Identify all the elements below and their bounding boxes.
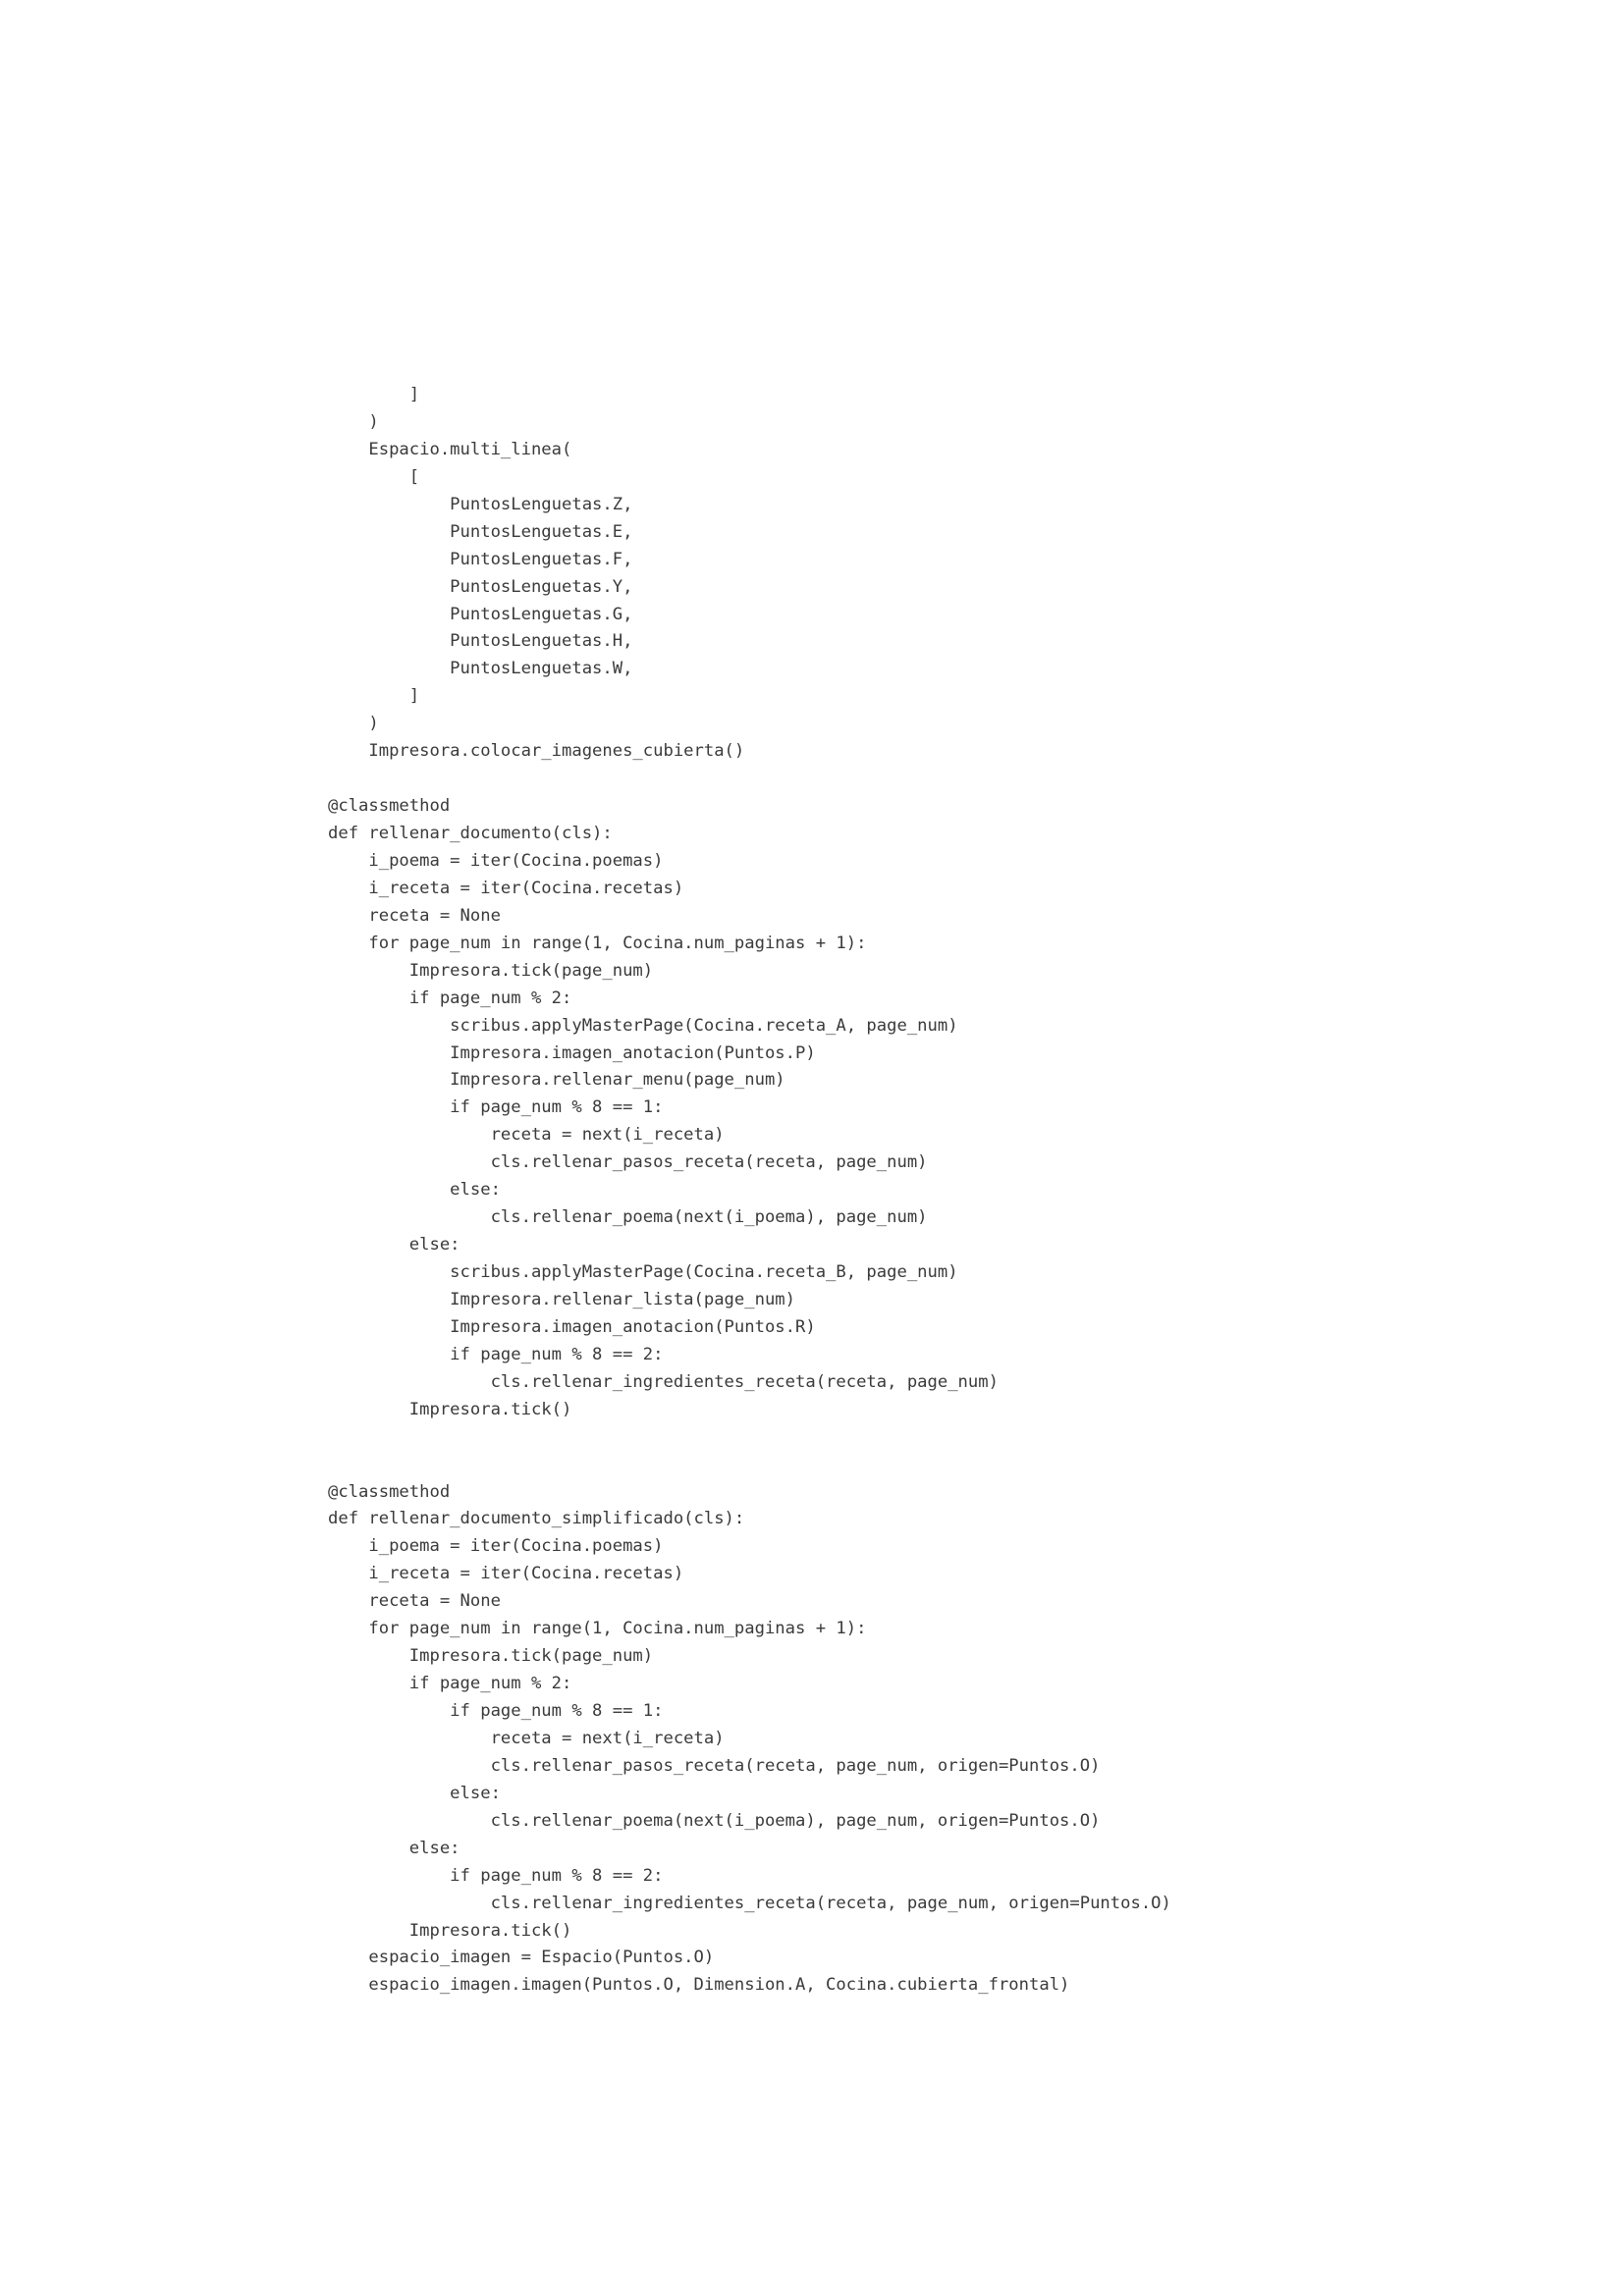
code-line: i_receta = iter(Cocina.recetas) [328, 1564, 684, 1584]
code-line: i_poema = iter(Cocina.poemas) [328, 1536, 664, 1557]
code-line [328, 1424, 1171, 1452]
code-line: cls.rellenar_pasos_receta(receta, page_num, origen=Puntos.O) [328, 1755, 1101, 1776]
code-line: for page_num in range(1, Cocina.num_paginas + 1): [328, 933, 867, 953]
code-line: Impresora.tick(page_num) [328, 1646, 654, 1667]
code-line: for page_num in range(1, Cocina.num_paginas + 1): [328, 1619, 867, 1639]
code-line: else: [328, 1235, 460, 1255]
code-line: cls.rellenar_pasos_receta(receta, page_num) [328, 1152, 928, 1173]
code-line: ) [328, 411, 379, 432]
code-line: PuntosLenguetas.W, [328, 659, 633, 679]
code-block [328, 382, 1171, 2000]
code-line [328, 1452, 1171, 1479]
code-line: Impresora.imagen_anotacion(Puntos.R) [328, 1316, 816, 1337]
code-line: if page_num % 8 == 2: [328, 1865, 664, 1886]
code-line: def rellenar_documento(cls): [328, 824, 613, 843]
code-line: @classmethod [328, 1481, 451, 1502]
code-line: Impresora.rellenar_lista(page_num) [328, 1289, 795, 1309]
code-line: scribus.applyMasterPage(Cocina.receta_A, page_num) [328, 1015, 958, 1036]
code-line: PuntosLenguetas.E, [328, 521, 633, 542]
code-line: if page_num % 8 == 2: [328, 1344, 664, 1364]
code-line: PuntosLenguetas.G, [328, 604, 633, 624]
code-line: Impresora.tick(page_num) [328, 960, 654, 981]
code-line: espacio_imagen = Espacio(Puntos.O) [328, 1948, 715, 1968]
code-line: if page_num % 8 == 1: [328, 1701, 664, 1721]
code-line: i_poema = iter(Cocina.poemas) [328, 850, 664, 871]
code-line: receta = None [328, 1591, 501, 1612]
code-line: cls.rellenar_poema(next(i_poema), page_num) [328, 1207, 928, 1228]
code-line: receta = next(i_receta) [328, 1125, 725, 1146]
code-line: PuntosLenguetas.Z, [328, 494, 633, 514]
code-line: Impresora.imagen_anotacion(Puntos.P) [328, 1042, 816, 1063]
code-line: else: [328, 1838, 460, 1858]
code-line: ] [328, 385, 420, 404]
code-line: espacio_imagen.imagen(Puntos.O, Dimension.A, Cocina.cubierta_frontal) [328, 1975, 1070, 1996]
code-line: receta = None [328, 905, 501, 926]
code-line: scribus.applyMasterPage(Cocina.receta_B, page_num) [328, 1262, 958, 1282]
code-line: PuntosLenguetas.F, [328, 549, 633, 569]
code-line: cls.rellenar_ingredientes_receta(receta, page_num, origen=Puntos.O) [328, 1893, 1171, 1913]
code-line: ) [328, 714, 379, 734]
code-line: @classmethod [328, 796, 451, 817]
code-line: if page_num % 2: [328, 1674, 572, 1694]
code-line: Espacio.multi_linea( [328, 439, 572, 459]
code-line: i_receta = iter(Cocina.recetas) [328, 878, 684, 898]
code-line: cls.rellenar_ingredientes_receta(receta, page_num) [328, 1371, 999, 1392]
code-line: PuntosLenguetas.Y, [328, 576, 633, 597]
code-line: Impresora.tick() [328, 1920, 572, 1941]
code-line: def rellenar_documento_simplificado(cls): [328, 1509, 745, 1529]
code-line: else: [328, 1180, 501, 1201]
code-line [328, 766, 1171, 793]
code-line: Impresora.rellenar_menu(page_num) [328, 1070, 785, 1091]
code-line: Impresora.colocar_imagenes_cubierta() [328, 741, 745, 762]
code-line: PuntosLenguetas.H, [328, 631, 633, 652]
code-line: Impresora.tick() [328, 1399, 572, 1419]
code-line: ] [328, 686, 420, 707]
code-line: else: [328, 1783, 501, 1803]
code-line: if page_num % 8 == 1: [328, 1097, 664, 1118]
code-line: cls.rellenar_poema(next(i_poema), page_num, origen=Puntos.O) [328, 1810, 1101, 1831]
code-line: [ [328, 466, 420, 487]
code-line: if page_num % 2: [328, 988, 572, 1008]
code-line: receta = next(i_receta) [328, 1728, 725, 1748]
